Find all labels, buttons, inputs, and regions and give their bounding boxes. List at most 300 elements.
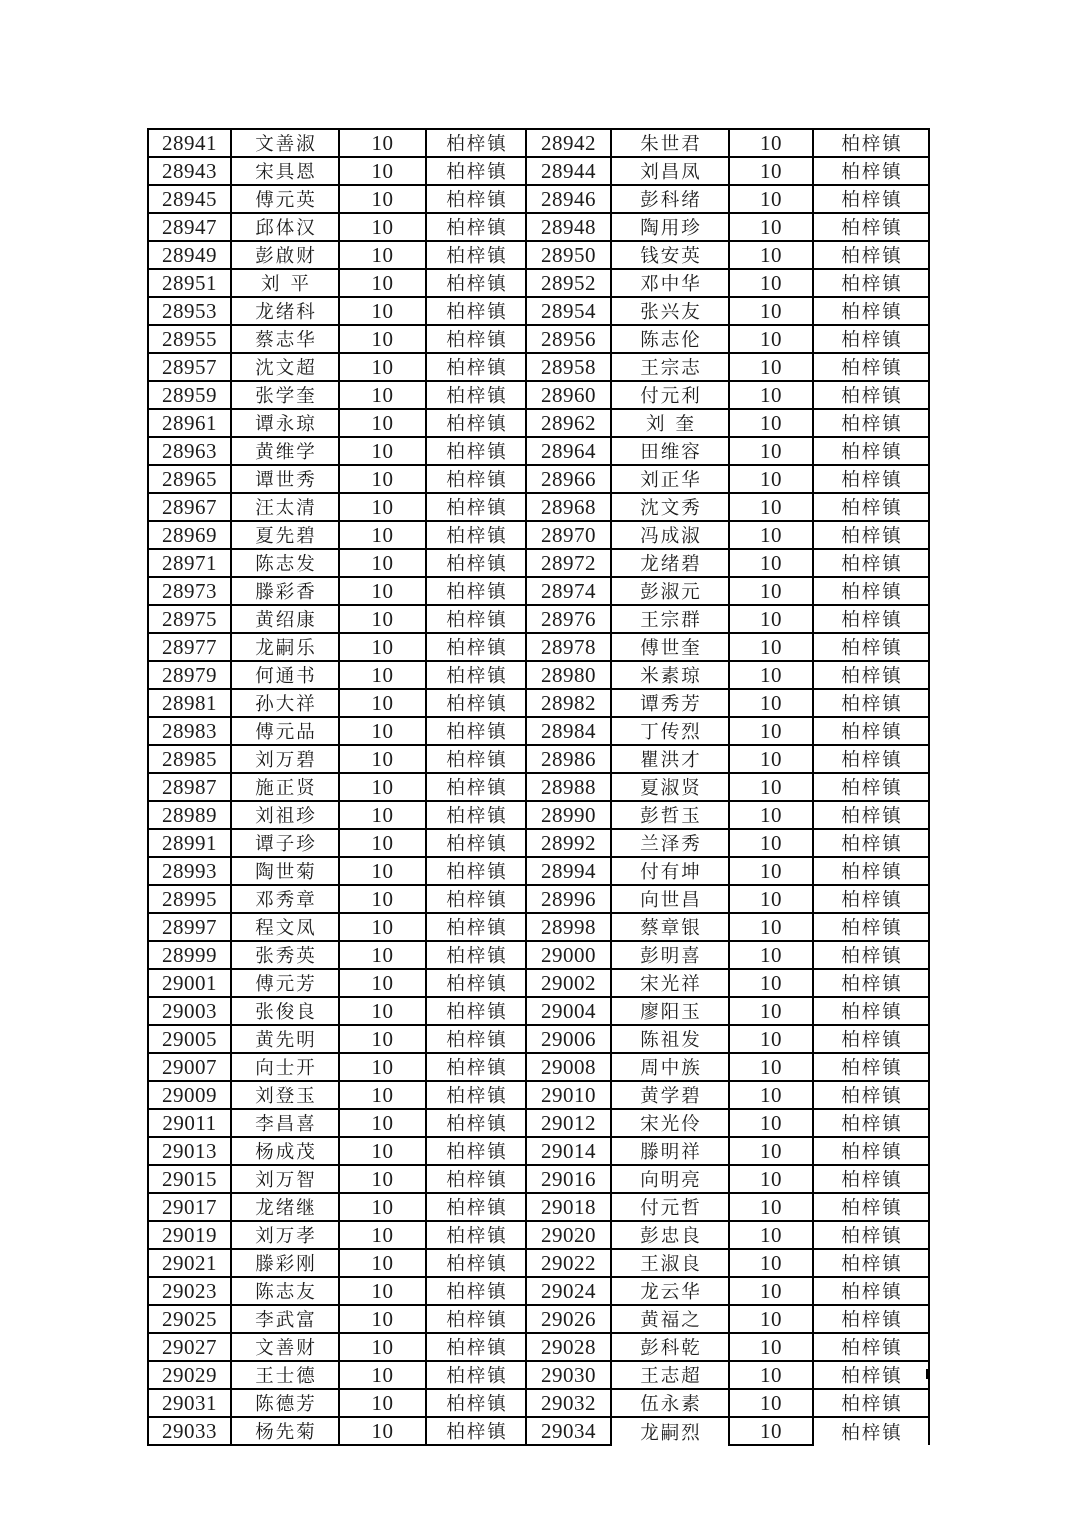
name-cell: 张学奎: [231, 381, 339, 409]
town-cell: 柏梓镇: [813, 1417, 929, 1445]
town-cell: 柏梓镇: [426, 269, 526, 297]
score-cell: 10: [339, 801, 426, 829]
name-cell: 向明亮: [611, 1165, 729, 1193]
serial-cell: 28975: [148, 605, 231, 633]
table-row: [148, 857, 929, 885]
town-cell: 柏梓镇: [426, 857, 526, 885]
serial-cell: 28983: [148, 717, 231, 745]
town-cell: 柏梓镇: [426, 381, 526, 409]
score-cell: 10: [339, 969, 426, 997]
table-row: [148, 465, 929, 493]
name-cell: 谭秀芳: [611, 689, 729, 717]
name-cell: 陈志友: [231, 1277, 339, 1305]
score-cell: 10: [339, 633, 426, 661]
town-cell: 柏梓镇: [813, 353, 929, 381]
town-cell: 柏梓镇: [426, 913, 526, 941]
serial-cell: 28965: [148, 465, 231, 493]
serial-cell: 29017: [148, 1193, 231, 1221]
table-row: [148, 969, 929, 997]
name-cell: 邱体汉: [231, 213, 339, 241]
score-cell: 10: [729, 1081, 813, 1109]
serial-cell: 29031: [148, 1389, 231, 1417]
town-cell: 柏梓镇: [813, 185, 929, 213]
town-cell: 柏梓镇: [426, 129, 526, 157]
name-cell: 王宗群: [611, 605, 729, 633]
score-cell: 10: [729, 1025, 813, 1053]
score-cell: 10: [339, 1361, 426, 1389]
score-cell: 10: [339, 1277, 426, 1305]
table-row: [148, 1165, 929, 1193]
serial-cell: 28962: [526, 409, 611, 437]
score-cell: 10: [729, 241, 813, 269]
town-cell: 柏梓镇: [813, 297, 929, 325]
town-cell: 柏梓镇: [426, 1305, 526, 1333]
name-cell: 傅世奎: [611, 633, 729, 661]
score-cell: 10: [729, 129, 813, 157]
table-row: [148, 1109, 929, 1137]
town-cell: 柏梓镇: [813, 1053, 929, 1081]
name-cell: 杨先菊: [231, 1417, 339, 1445]
name-cell: 刘祖珍: [231, 801, 339, 829]
serial-cell: 28972: [526, 549, 611, 577]
table-row: [148, 269, 929, 297]
town-cell: 柏梓镇: [813, 633, 929, 661]
serial-cell: 28957: [148, 353, 231, 381]
table-row: [148, 297, 929, 325]
name-cell: 夏淑贤: [611, 773, 729, 801]
serial-cell: 29029: [148, 1361, 231, 1389]
score-cell: 10: [339, 577, 426, 605]
name-cell: 黄学碧: [611, 1081, 729, 1109]
name-cell: 向世昌: [611, 885, 729, 913]
table-row: [148, 157, 929, 185]
name-cell: 谭世秀: [231, 465, 339, 493]
score-cell: 10: [729, 689, 813, 717]
name-cell: 彭明喜: [611, 941, 729, 969]
serial-cell: 28954: [526, 297, 611, 325]
serial-cell: 28997: [148, 913, 231, 941]
name-cell: 米素琼: [611, 661, 729, 689]
serial-cell: 29000: [526, 941, 611, 969]
table-row: [148, 997, 929, 1025]
name-cell: 谭永琼: [231, 409, 339, 437]
name-cell: 彭科乾: [611, 1333, 729, 1361]
town-cell: 柏梓镇: [813, 885, 929, 913]
town-cell: 柏梓镇: [426, 885, 526, 913]
serial-cell: 28948: [526, 213, 611, 241]
town-cell: 柏梓镇: [426, 829, 526, 857]
score-cell: 10: [339, 269, 426, 297]
town-cell: 柏梓镇: [426, 1249, 526, 1277]
serial-cell: 28956: [526, 325, 611, 353]
town-cell: 柏梓镇: [813, 549, 929, 577]
serial-cell: 28967: [148, 493, 231, 521]
name-cell: 付有坤: [611, 857, 729, 885]
score-cell: 10: [729, 1193, 813, 1221]
serial-cell: 29012: [526, 1109, 611, 1137]
score-cell: 10: [339, 549, 426, 577]
serial-cell: 28988: [526, 773, 611, 801]
name-cell: 朱世君: [611, 129, 729, 157]
town-cell: 柏梓镇: [813, 745, 929, 773]
serial-cell: 28996: [526, 885, 611, 913]
town-cell: 柏梓镇: [426, 549, 526, 577]
serial-cell: 29024: [526, 1277, 611, 1305]
score-cell: 10: [729, 353, 813, 381]
name-cell: 杨成茂: [231, 1137, 339, 1165]
name-cell: 黄绍康: [231, 605, 339, 633]
score-cell: 10: [339, 213, 426, 241]
score-cell: 10: [339, 1137, 426, 1165]
name-cell: 李昌喜: [231, 1109, 339, 1137]
town-cell: 柏梓镇: [813, 577, 929, 605]
serial-cell: 29018: [526, 1193, 611, 1221]
town-cell: 柏梓镇: [426, 185, 526, 213]
town-cell: 柏梓镇: [813, 157, 929, 185]
town-cell: 柏梓镇: [813, 969, 929, 997]
name-cell: 傅元品: [231, 717, 339, 745]
name-cell: 陶用珍: [611, 213, 729, 241]
town-cell: 柏梓镇: [426, 157, 526, 185]
name-cell: 张兴友: [611, 297, 729, 325]
table-row: [148, 129, 929, 157]
serial-cell: 28946: [526, 185, 611, 213]
town-cell: 柏梓镇: [813, 1305, 929, 1333]
serial-cell: 28978: [526, 633, 611, 661]
table-row: [148, 213, 929, 241]
score-cell: 10: [729, 213, 813, 241]
town-cell: 柏梓镇: [426, 605, 526, 633]
score-cell: 10: [729, 1221, 813, 1249]
table-row: [148, 1277, 929, 1305]
score-cell: 10: [729, 157, 813, 185]
name-cell: 向士开: [231, 1053, 339, 1081]
name-cell: 陶世菊: [231, 857, 339, 885]
town-cell: 柏梓镇: [813, 773, 929, 801]
score-cell: 10: [339, 605, 426, 633]
table-row: [148, 577, 929, 605]
serial-cell: 28958: [526, 353, 611, 381]
name-cell: 沈文超: [231, 353, 339, 381]
score-cell: 10: [729, 997, 813, 1025]
name-cell: 邓秀章: [231, 885, 339, 913]
score-cell: 10: [339, 857, 426, 885]
serial-cell: 28994: [526, 857, 611, 885]
table-row: [148, 1249, 929, 1277]
name-cell: 王宗志: [611, 353, 729, 381]
serial-cell: 29003: [148, 997, 231, 1025]
score-cell: 10: [339, 353, 426, 381]
serial-cell: 28952: [526, 269, 611, 297]
score-cell: 10: [729, 549, 813, 577]
score-cell: 10: [729, 493, 813, 521]
serial-cell: 29034: [526, 1417, 611, 1445]
serial-cell: 28966: [526, 465, 611, 493]
town-cell: 柏梓镇: [813, 941, 929, 969]
serial-cell: 28945: [148, 185, 231, 213]
town-cell: 柏梓镇: [813, 857, 929, 885]
score-cell: 10: [339, 941, 426, 969]
score-cell: 10: [339, 745, 426, 773]
serial-cell: 28982: [526, 689, 611, 717]
table-row: [148, 1053, 929, 1081]
table-row: [148, 1389, 929, 1417]
score-cell: 10: [729, 521, 813, 549]
serial-cell: 28959: [148, 381, 231, 409]
town-cell: 柏梓镇: [813, 1249, 929, 1277]
name-cell: 陈祖发: [611, 1025, 729, 1053]
score-cell: 10: [729, 773, 813, 801]
serial-cell: 29019: [148, 1221, 231, 1249]
town-cell: 柏梓镇: [813, 1081, 929, 1109]
score-cell: 10: [339, 1053, 426, 1081]
table-row: [148, 605, 929, 633]
serial-cell: 28990: [526, 801, 611, 829]
score-cell: 10: [729, 829, 813, 857]
name-cell: 夏先碧: [231, 521, 339, 549]
town-cell: 柏梓镇: [813, 1109, 929, 1137]
score-cell: 10: [729, 969, 813, 997]
town-cell: 柏梓镇: [813, 689, 929, 717]
town-cell: 柏梓镇: [813, 213, 929, 241]
score-cell: 10: [729, 409, 813, 437]
table-row: [148, 353, 929, 381]
score-cell: 10: [339, 297, 426, 325]
town-cell: 柏梓镇: [426, 465, 526, 493]
serial-cell: 29032: [526, 1389, 611, 1417]
town-cell: 柏梓镇: [426, 1025, 526, 1053]
table-row: [148, 1333, 929, 1361]
town-cell: 柏梓镇: [426, 1221, 526, 1249]
name-cell: 钱安英: [611, 241, 729, 269]
score-cell: 10: [339, 185, 426, 213]
name-cell: 陈志伦: [611, 325, 729, 353]
town-cell: 柏梓镇: [813, 801, 929, 829]
name-cell: 黄先明: [231, 1025, 339, 1053]
name-cell: 龙绪科: [231, 297, 339, 325]
town-cell: 柏梓镇: [426, 969, 526, 997]
score-cell: 10: [729, 1389, 813, 1417]
town-cell: 柏梓镇: [426, 1389, 526, 1417]
town-cell: 柏梓镇: [813, 1137, 929, 1165]
score-cell: 10: [339, 717, 426, 745]
town-cell: 柏梓镇: [813, 1165, 929, 1193]
score-cell: 10: [729, 269, 813, 297]
serial-cell: 29011: [148, 1109, 231, 1137]
serial-cell: 29033: [148, 1417, 231, 1445]
town-cell: 柏梓镇: [813, 1361, 929, 1389]
serial-cell: 28961: [148, 409, 231, 437]
name-cell: 蔡章银: [611, 913, 729, 941]
town-cell: 柏梓镇: [813, 493, 929, 521]
name-cell: 付元哲: [611, 1193, 729, 1221]
name-cell: 沈文秀: [611, 493, 729, 521]
serial-cell: 28976: [526, 605, 611, 633]
serial-cell: 28960: [526, 381, 611, 409]
name-cell: 滕明祥: [611, 1137, 729, 1165]
score-cell: 10: [729, 1361, 813, 1389]
town-cell: 柏梓镇: [813, 1277, 929, 1305]
town-cell: 柏梓镇: [813, 465, 929, 493]
roster-table-container: [147, 128, 930, 1446]
serial-cell: 29026: [526, 1305, 611, 1333]
name-cell: 瞿洪才: [611, 745, 729, 773]
table-row: [148, 185, 929, 213]
town-cell: 柏梓镇: [813, 1389, 929, 1417]
name-cell: 滕彩刚: [231, 1249, 339, 1277]
score-cell: 10: [339, 157, 426, 185]
table-row: [148, 941, 929, 969]
town-cell: 柏梓镇: [813, 129, 929, 157]
name-cell: 王士德: [231, 1361, 339, 1389]
score-cell: 10: [339, 521, 426, 549]
town-cell: 柏梓镇: [426, 717, 526, 745]
name-cell: 兰泽秀: [611, 829, 729, 857]
serial-cell: 28989: [148, 801, 231, 829]
name-cell: 彭忠良: [611, 1221, 729, 1249]
score-cell: 10: [729, 941, 813, 969]
table-row: [148, 493, 929, 521]
serial-cell: 28998: [526, 913, 611, 941]
score-cell: 10: [339, 129, 426, 157]
serial-cell: 28995: [148, 885, 231, 913]
name-cell: 丁传烈: [611, 717, 729, 745]
score-cell: 10: [729, 661, 813, 689]
town-cell: 柏梓镇: [426, 1109, 526, 1137]
town-cell: 柏梓镇: [813, 605, 929, 633]
town-cell: 柏梓镇: [813, 717, 929, 745]
town-cell: 柏梓镇: [426, 1165, 526, 1193]
serial-cell: 29022: [526, 1249, 611, 1277]
serial-cell: 28973: [148, 577, 231, 605]
name-cell: 龙绪碧: [611, 549, 729, 577]
table-row: [148, 241, 929, 269]
town-cell: 柏梓镇: [813, 381, 929, 409]
score-cell: 10: [339, 465, 426, 493]
town-cell: 柏梓镇: [813, 269, 929, 297]
serial-cell: 28971: [148, 549, 231, 577]
name-cell: 伍永素: [611, 1389, 729, 1417]
serial-cell: 29020: [526, 1221, 611, 1249]
town-cell: 柏梓镇: [426, 1361, 526, 1389]
serial-cell: 28964: [526, 437, 611, 465]
table-row: [148, 1361, 929, 1389]
town-cell: 柏梓镇: [426, 633, 526, 661]
name-cell: 龙绪继: [231, 1193, 339, 1221]
serial-cell: 29009: [148, 1081, 231, 1109]
score-cell: 10: [729, 1249, 813, 1277]
serial-cell: 28942: [526, 129, 611, 157]
table-row: [148, 549, 929, 577]
serial-cell: 28970: [526, 521, 611, 549]
score-cell: 10: [339, 1081, 426, 1109]
score-cell: 10: [339, 661, 426, 689]
name-cell: 彭科绪: [611, 185, 729, 213]
serial-cell: 28987: [148, 773, 231, 801]
serial-cell: 28992: [526, 829, 611, 857]
serial-cell: 28999: [148, 941, 231, 969]
table-row: [148, 409, 929, 437]
serial-cell: 28969: [148, 521, 231, 549]
score-cell: 10: [729, 1053, 813, 1081]
town-cell: 柏梓镇: [426, 689, 526, 717]
score-cell: 10: [729, 633, 813, 661]
serial-cell: 28981: [148, 689, 231, 717]
score-cell: 10: [339, 1249, 426, 1277]
table-row: [148, 1193, 929, 1221]
serial-cell: 28991: [148, 829, 231, 857]
town-cell: 柏梓镇: [813, 997, 929, 1025]
table-row: [148, 689, 929, 717]
serial-cell: 29004: [526, 997, 611, 1025]
serial-cell: 28943: [148, 157, 231, 185]
name-cell: 刘万智: [231, 1165, 339, 1193]
score-cell: 10: [729, 437, 813, 465]
score-cell: 10: [339, 241, 426, 269]
score-cell: 10: [729, 717, 813, 745]
score-cell: 10: [339, 493, 426, 521]
roster-table: [147, 128, 930, 1446]
serial-cell: 29021: [148, 1249, 231, 1277]
town-cell: 柏梓镇: [426, 325, 526, 353]
name-cell: 彭哲玉: [611, 801, 729, 829]
town-cell: 柏梓镇: [813, 1025, 929, 1053]
name-cell: 傅元英: [231, 185, 339, 213]
score-cell: 10: [339, 1193, 426, 1221]
name-cell: 孙大祥: [231, 689, 339, 717]
serial-cell: 28949: [148, 241, 231, 269]
score-cell: 10: [729, 381, 813, 409]
name-cell: 陈德芳: [231, 1389, 339, 1417]
town-cell: 柏梓镇: [426, 577, 526, 605]
name-cell: 邓中华: [611, 269, 729, 297]
name-cell: 陈志发: [231, 549, 339, 577]
score-cell: 10: [339, 409, 426, 437]
name-cell: 彭淑元: [611, 577, 729, 605]
town-cell: 柏梓镇: [426, 1081, 526, 1109]
town-cell: 柏梓镇: [813, 409, 929, 437]
table-row: [148, 1221, 929, 1249]
name-cell: 彭啟财: [231, 241, 339, 269]
score-cell: 10: [729, 1417, 813, 1445]
serial-cell: 28993: [148, 857, 231, 885]
serial-cell: 28963: [148, 437, 231, 465]
name-cell: 傅元芳: [231, 969, 339, 997]
serial-cell: 28944: [526, 157, 611, 185]
name-cell: 程文凤: [231, 913, 339, 941]
town-cell: 柏梓镇: [426, 521, 526, 549]
score-cell: 10: [339, 1389, 426, 1417]
table-row: [148, 437, 929, 465]
table-row: [148, 745, 929, 773]
score-cell: 10: [729, 1277, 813, 1305]
serial-cell: 28968: [526, 493, 611, 521]
name-cell: 刘正华: [611, 465, 729, 493]
name-cell: 冯成淑: [611, 521, 729, 549]
town-cell: 柏梓镇: [426, 1333, 526, 1361]
town-cell: 柏梓镇: [426, 353, 526, 381]
serial-cell: 28986: [526, 745, 611, 773]
table-body: [148, 129, 929, 1445]
town-cell: 柏梓镇: [813, 661, 929, 689]
town-cell: 柏梓镇: [813, 1333, 929, 1361]
score-cell: 10: [339, 1025, 426, 1053]
name-cell: 李武富: [231, 1305, 339, 1333]
name-cell: 刘登玉: [231, 1081, 339, 1109]
name-cell: 黄福之: [611, 1305, 729, 1333]
name-cell: 田维容: [611, 437, 729, 465]
name-cell: 付元利: [611, 381, 729, 409]
